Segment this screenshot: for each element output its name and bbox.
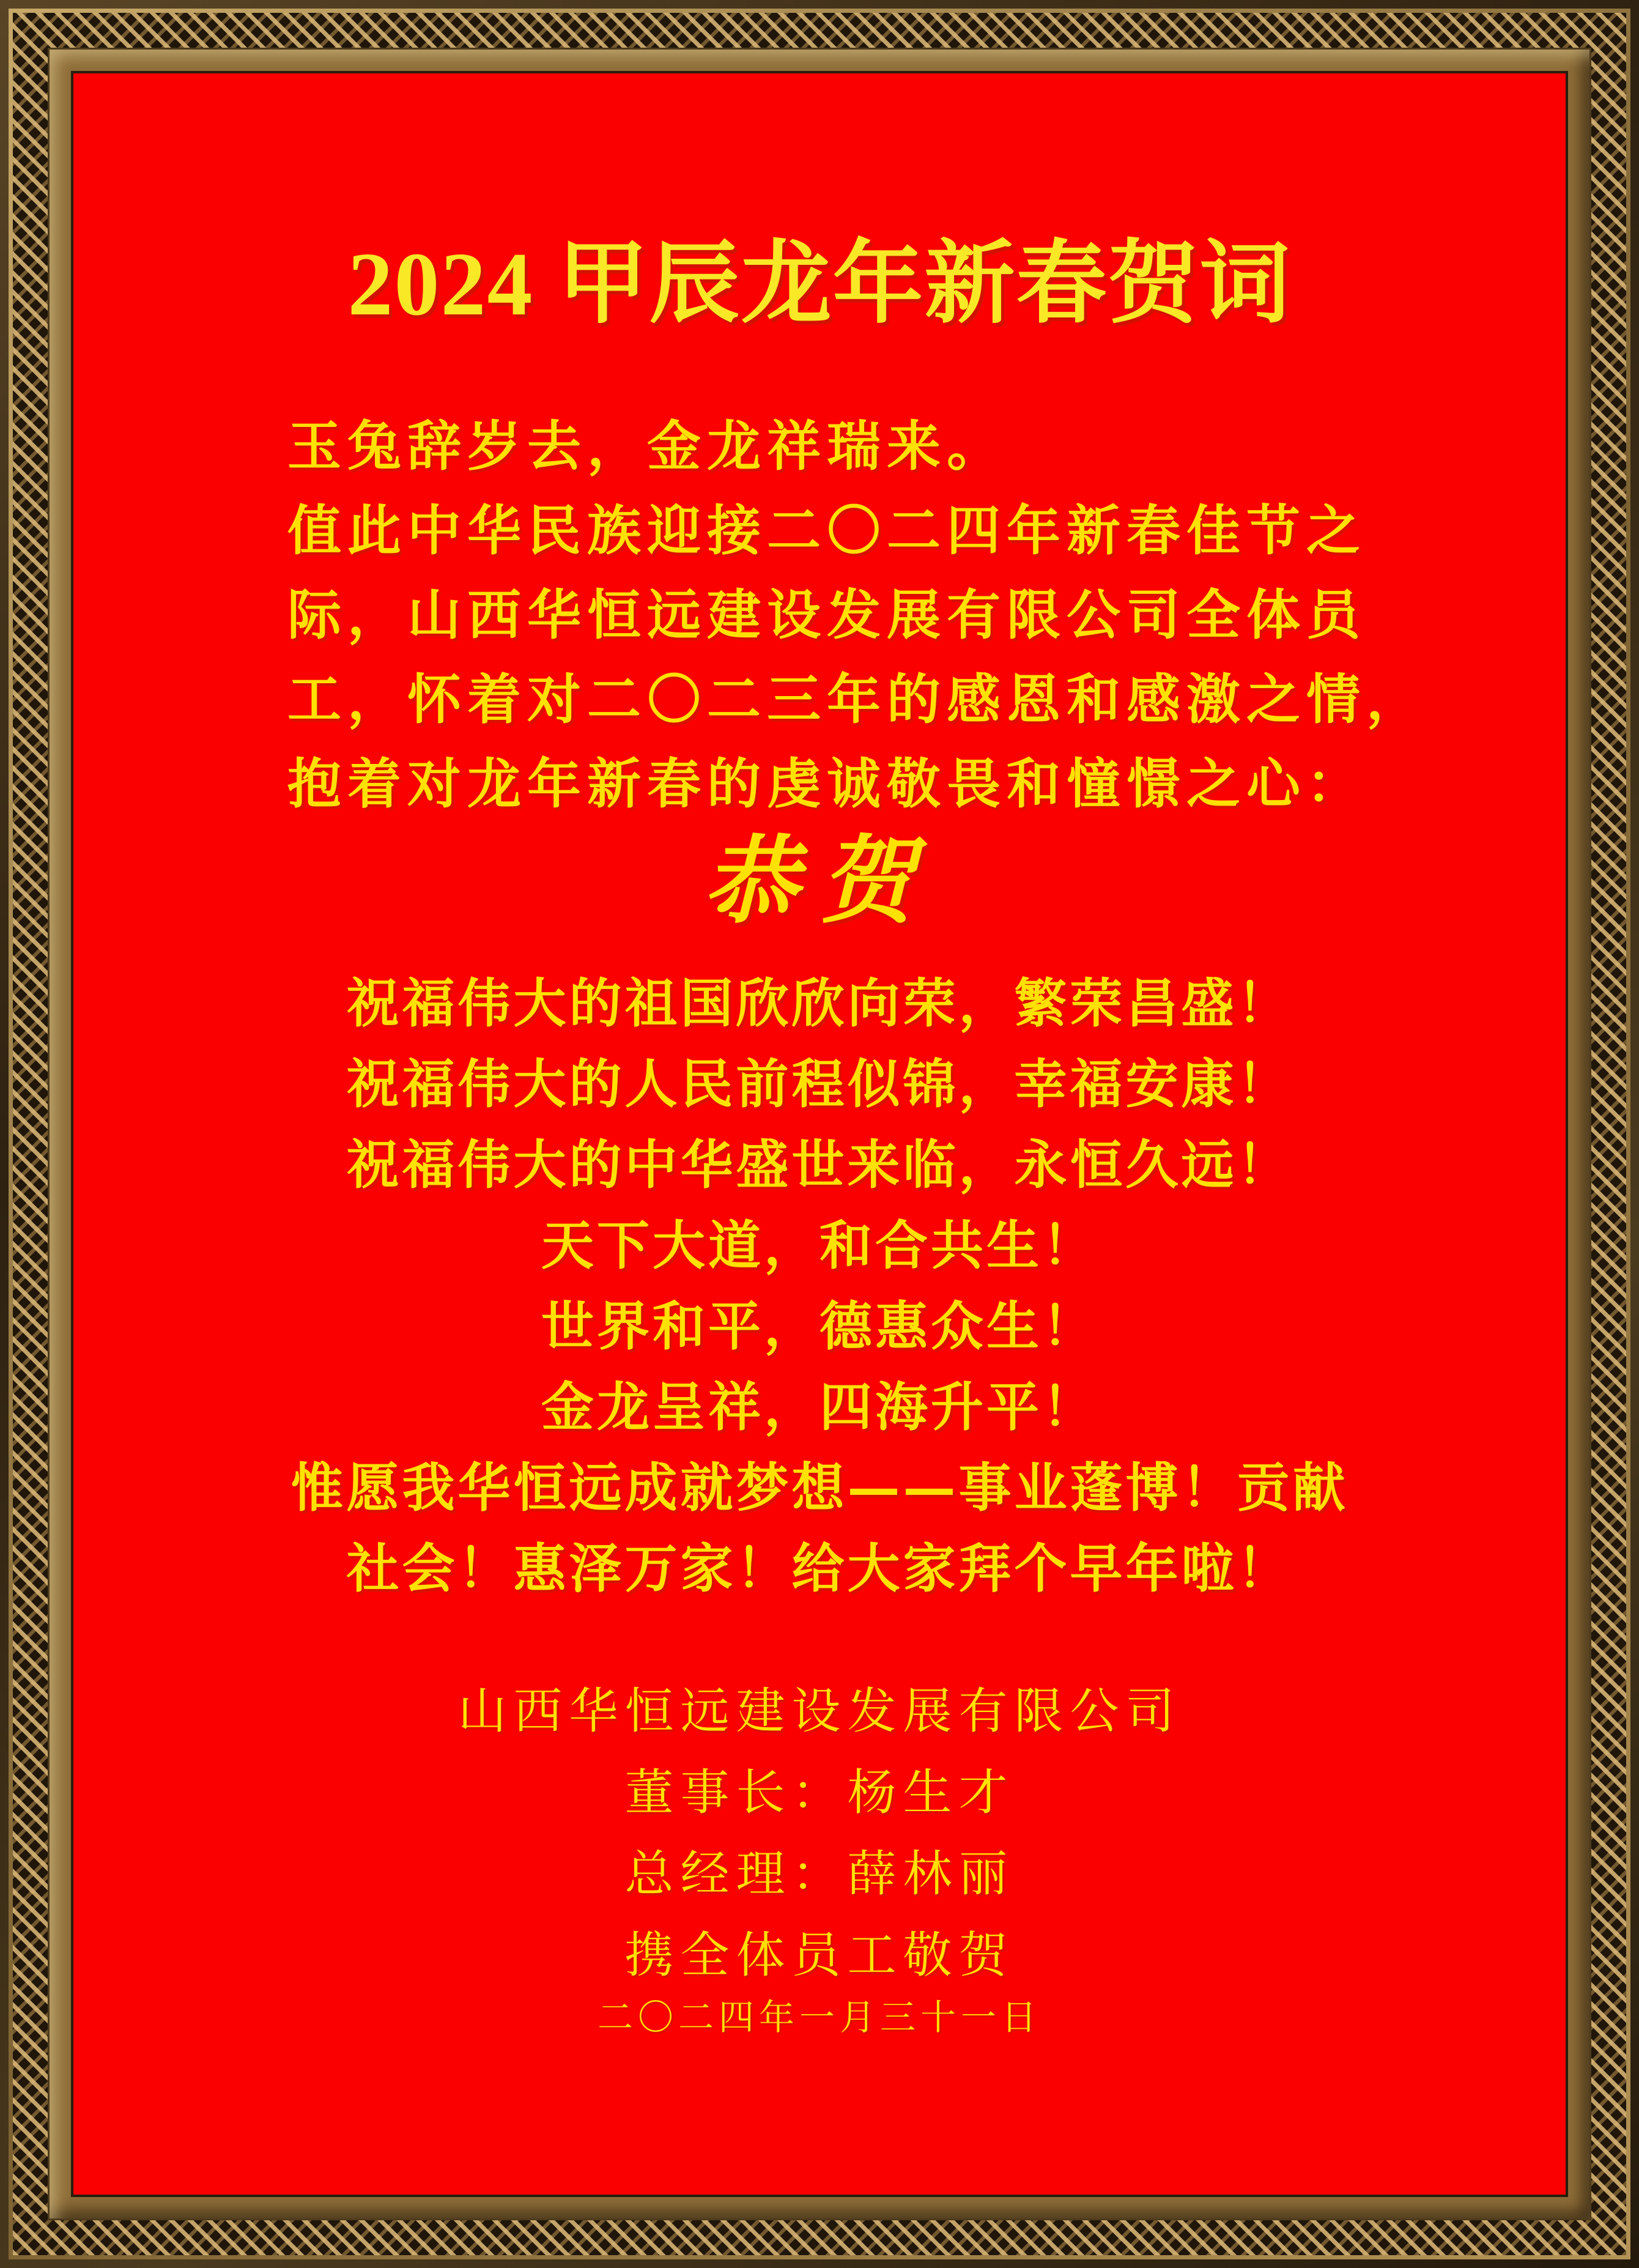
blessings-block [73, 963, 1566, 1609]
intro-line: 际，山西华恒远建设发展有限公司全体员 [287, 583, 1367, 647]
blessing-line: 天下大道，和合共生！ [541, 1215, 1098, 1277]
blessing-line: 社会！惠泽万家！给大家拜个早年啦！ [346, 1538, 1293, 1599]
card-background [73, 73, 1566, 2195]
blessing-line: 金龙呈祥，四海升平！ [541, 1376, 1098, 1438]
card-title: 2024 甲辰龙年新春贺词 [347, 234, 1292, 335]
intro-paragraph [287, 404, 1427, 826]
intro-line: 工，怀着对二〇二三年的感恩和感激之情， [287, 667, 1427, 731]
intro-line: 值此中华民族迎接二〇二四年新春佳节之 [287, 498, 1367, 562]
blessing-line: 祝福伟大的祖国欣欣向荣，繁荣昌盛！ [346, 973, 1293, 1034]
blessing-line: 惟愿我华恒远成就梦想——事业蓬博！贡献 [290, 1457, 1349, 1519]
staff-greeting-line: 携全体员工敬贺 [624, 1927, 1015, 1984]
blessing-line: 祝福伟大的人民前程似锦，幸福安康！ [346, 1053, 1293, 1115]
company-name-line: 山西华恒远建设发展有限公司 [457, 1683, 1182, 1740]
general-manager-line: 总经理：薛林丽 [624, 1845, 1015, 1902]
date-line: 二〇二四年一月三十一日 [597, 1996, 1041, 2038]
blessing-line: 世界和平，德惠众生！ [541, 1295, 1098, 1357]
chairman-line: 董事长：杨生才 [624, 1764, 1015, 1821]
intro-line: 抱着对龙年新春的虔诚敬畏和憧憬之心： [287, 752, 1367, 815]
blessing-line: 祝福伟大的中华盛世来临，永恒久远！ [346, 1134, 1293, 1196]
signature-block [73, 1670, 1566, 1996]
picture-frame-gold-line [9, 9, 1630, 2259]
intro-line: 玉兔辞岁去，金龙祥瑞来。 [287, 414, 1007, 478]
picture-frame-bevel [48, 48, 1591, 2220]
greeting-word-script: 恭贺 [703, 825, 936, 936]
picture-frame-ornate-band [13, 13, 1626, 2255]
